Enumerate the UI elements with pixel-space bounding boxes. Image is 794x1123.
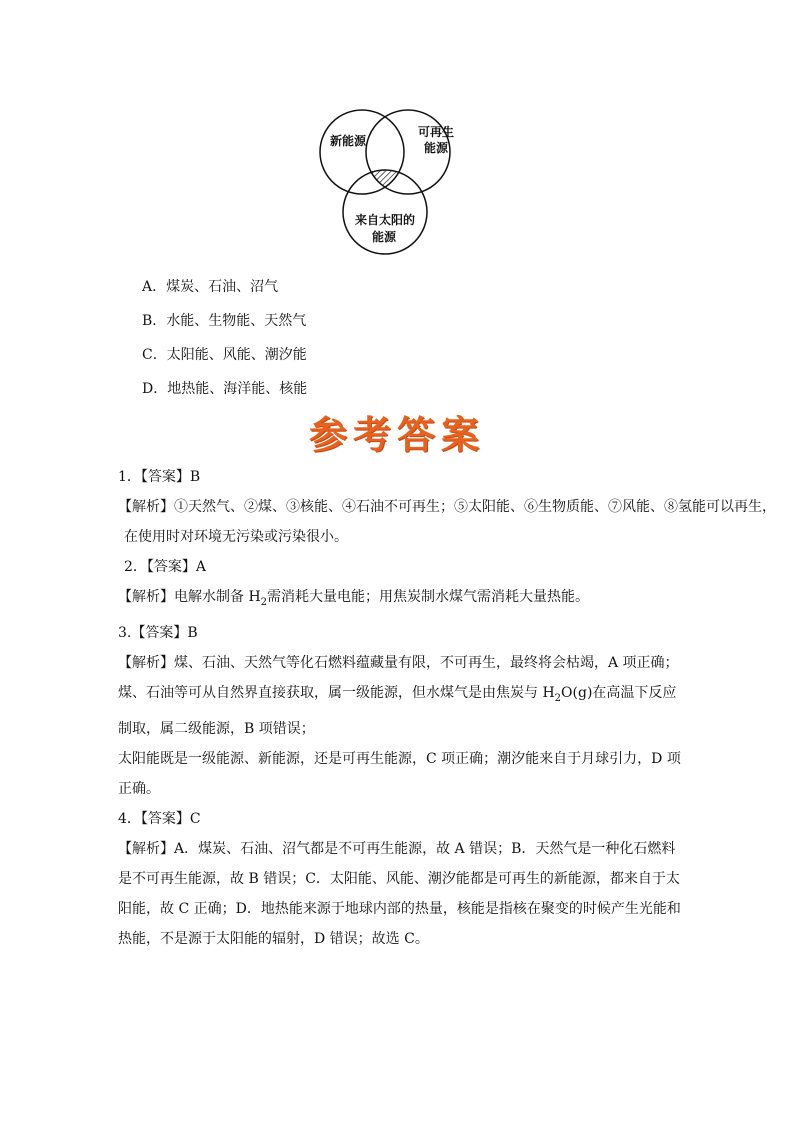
q1-analysis-line-1: 【解析】①天然气、②煤、③核能、④石油不可再生；⑤太阳能、⑥生物质能、⑦风能、⑧氢能可以再生， (118, 499, 776, 515)
q4-analysis-line-4: 热能，不是源于太阳能的辐射，D 错误；故选 C。 (118, 930, 429, 947)
q3-analysis-subscript: 2 (554, 692, 562, 704)
q3-analysis-line-2-post: O(g)在高温下反应 (561, 684, 677, 701)
q3-analysis-line-2 (118, 678, 788, 714)
q3-answer: 3.【答案】B (118, 624, 198, 641)
option-a: A．煤炭、石油、沼气 (142, 279, 279, 295)
option-b: B．水能、生物能、天然气 (142, 313, 307, 329)
answer-section-title: 参考答案 (308, 412, 485, 457)
option-c: C．太阳能、风能、潮汐能 (142, 347, 307, 363)
venn-diagram (318, 108, 455, 260)
q4-analysis-line-1: 【解析】A．煤炭、石油、沼气都是不可再生能源，故 A 错误；B．天然气是一种化石燃料 (118, 840, 676, 857)
venn-label-solar-1: 来自太阳的 (355, 213, 416, 227)
q1-answer: 1．【答案】B (118, 469, 201, 485)
q2-answer: 2．【答案】A (124, 559, 207, 575)
option-d: D．地热能、海洋能、核能 (142, 381, 308, 397)
q4-analysis-line-3: 阳能，故 C 正确；D．地热能来源于地球内部的热量，核能是指核在聚变的时候产生光能和 (118, 900, 681, 917)
venn-label-renewable-2: 能源 (424, 141, 449, 155)
venn-label-new-energy: 新能源 (330, 134, 367, 148)
q4-analysis-line-2: 是不可再生能源，故 B 错误；C．太阳能、风能、潮汐能都是可再生的新能源，都来自于太 (118, 870, 680, 887)
q3-analysis-line-1: 【解析】煤、石油、天然气等化石燃料蕴藏量有限，不可再生，最终将会枯竭，A 项正确； (118, 654, 679, 671)
q3-analysis-line-4: 太阳能既是一级能源、新能源，还是可再生能源，C 项正确；潮汐能来自于月球引力，D 项 (118, 750, 681, 767)
q3-analysis-line-3: 制取，属二级能源，B 项错误； (118, 720, 315, 737)
q2-analysis (118, 582, 788, 618)
q2-analysis-post: 需消耗大量电能；用焦炭制水煤气需消耗大量热能。 (267, 589, 590, 605)
q4-answer: 4．【答案】C (118, 810, 201, 827)
q3-analysis-line-5: 正确。 (118, 780, 160, 797)
venn-label-renewable-1: 可再生 (418, 125, 455, 139)
q1-analysis-line-2: 在使用时对环境无污染或污染很小。 (124, 529, 348, 545)
venn-label-solar-2: 能源 (372, 230, 397, 244)
q2-analysis-pre: 【解析】电解水制备 H (118, 589, 261, 605)
q3-analysis-line-2-pre: 煤、石油等可从自然界直接获取，属一级能源，但水煤气是由焦炭与 H (118, 684, 555, 701)
venn-circle-new-energy (320, 110, 404, 194)
q2-analysis-subscript: 2 (260, 596, 268, 608)
answer-section (118, 462, 788, 954)
choice-options (142, 270, 307, 406)
